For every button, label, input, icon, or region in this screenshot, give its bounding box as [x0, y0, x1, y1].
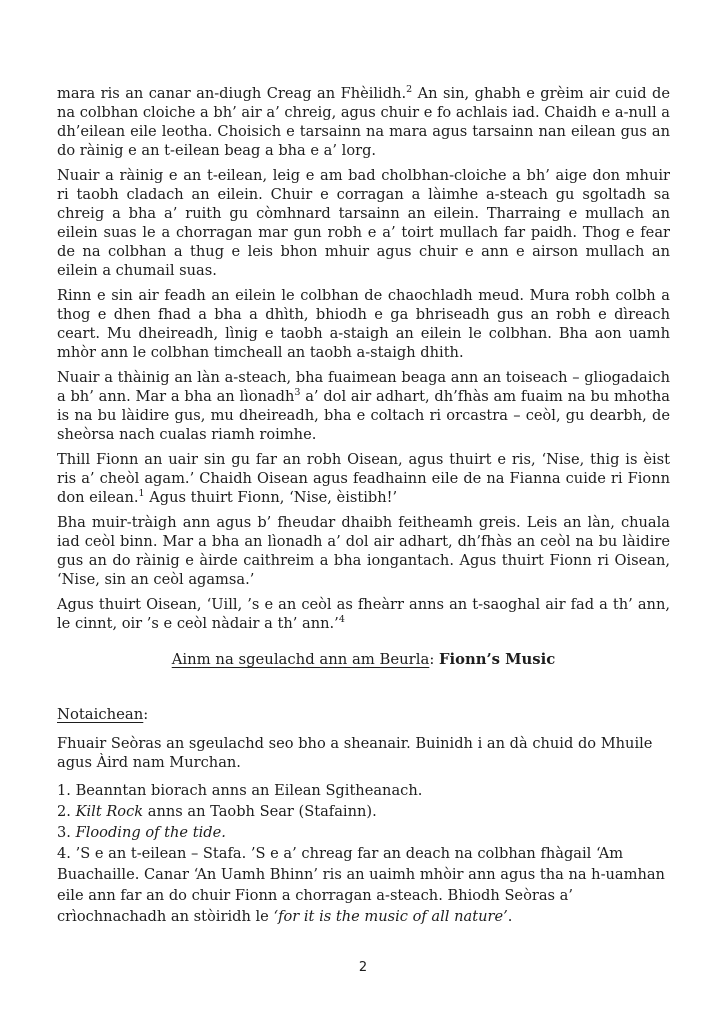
- notes-heading-label: Notaichean: [57, 706, 144, 723]
- title-english-name: Fionn’s Music: [439, 651, 556, 668]
- text-segment: Kilt Rock: [75, 803, 144, 820]
- text-segment: mara ris an canar an-diugh Creag an Fhèilidh.: [57, 85, 407, 102]
- text-segment: a’ dol air adhart, dh’fhàs am fuaim na bu mhotha is na bu làidire gus, mu dheireadh, bha e coltach ri orcastra – ceòl, gu dearbh, de sheòrsa nach cualas riamh roimhe.: [57, 388, 670, 443]
- note-item: [57, 843, 670, 927]
- text-segment: Nuair a thàinig an làn a-steach, bha fuaimean beaga ann an toiseach – gliogadaich a bh’ ann. Mar a bha an lìonadh: [57, 369, 670, 405]
- story-paragraph: [57, 513, 670, 589]
- footnote-ref: 4: [338, 614, 345, 626]
- story-text: [57, 84, 670, 633]
- text-segment: 1. Beanntan biorach anns an Eilean Sgitheanach.: [57, 782, 423, 799]
- story-paragraph: [57, 166, 670, 280]
- note-item: [57, 801, 670, 822]
- text-segment: 3.: [57, 824, 76, 841]
- text-segment: ‘for it is the music of all nature’: [273, 908, 508, 925]
- footnote-ref: 2: [406, 84, 413, 96]
- story-paragraph: [57, 595, 670, 633]
- page-number: 2: [358, 960, 368, 975]
- text-segment: Flooding of the tide.: [75, 824, 226, 841]
- text-segment: Thill Fionn an uair sin gu far an robh Oisean, agus thuirt e ris, ‘Nise, thig is èist ris a’ cheòl agam.’ Chaidh Oisean agus feadhainn eile de na Fianna cuide ri Fionn don eilean.: [57, 451, 670, 506]
- document-page-content: [57, 84, 670, 927]
- note-item: [57, 822, 670, 843]
- text-segment: Bha muir-tràigh ann agus b’ fheudar dhaibh feitheamh greis. Leis an làn, chuala iad ceòl binn. Mar a bha an lìonadh a’ dol air adhart, dh’fhàs an ceòl na bu làidire gus an do ràinig e àirde caithreim a bha iongantach. Agus thuirt Fionn ri Oisean, ‘Nise, sin an ceòl agamsa.’: [57, 514, 670, 588]
- text-segment: Rinn e sin air feadh an eilein le colbhan de chaochladh meud. Mura robh colbh a thog e dhen fhad a bha a dhìth, bhiodh e ga bhriseadh gus an robh e dìreach ceart. Mu dheireadh, lìnig e taobh a-staigh an eilein le colbhan. Bha aon uamh mhòr ann le colbhan timcheall an taobh a-staigh dhith.: [57, 287, 670, 361]
- story-paragraph: [57, 286, 670, 362]
- text-segment: An sin, ghabh e grèim air cuid de na colbhan cloiche a bh’ air a’ chreig, agus chuir e fo achlais iad. Chaidh e a-null a dh’eilean eile leotha. Choisich e tarsainn na mara agus tarsainn nan eilean gus an do ràinig e an t-eilean beag a bha e a’ lorg.: [57, 85, 670, 159]
- story-title-line: [57, 650, 670, 669]
- notes-heading-colon: :: [143, 706, 149, 723]
- title-separator: :: [429, 651, 440, 668]
- notes-intro-paragraph: Fhuair Seòras an sgeulachd seo bho a sheanair. Buinidh i an dà chuid do Mhuile agus Àird nam Murchan.: [57, 735, 653, 771]
- story-paragraph: [57, 84, 670, 160]
- title-gaelic-label: Ainm na sgeulachd ann am Beurla: [171, 651, 430, 668]
- notes-list: [57, 780, 670, 927]
- notes-heading: [57, 705, 670, 724]
- story-paragraph: [57, 368, 670, 444]
- story-paragraph: [57, 450, 670, 507]
- text-segment: 2.: [57, 803, 76, 820]
- footnote-ref: 3: [294, 387, 301, 399]
- text-segment: Nuair a ràinig e an t-eilean, leig e am bad cholbhan-cloiche a bh’ aige don mhuir ri taobh cladach an eilein. Chuir e corragan a làimhe a-steach gu sgoltadh sa chreig a bha a’ ruith gu còmhnard tarsainn an eilein. Tharraing e mullach an eilein suas le a chorragan mar gun robh e a’ toirt mullach far paidh. Thog e fear de na colbhan a thug e leis bhon mhuir agus chuir e ann e airson mullach an eilein a chumail suas.: [57, 167, 670, 279]
- footnote-ref: 1: [138, 488, 145, 500]
- text-segment: anns an Taobh Sear (Stafainn).: [143, 803, 377, 820]
- note-item: [57, 780, 670, 801]
- text-segment: Agus thuirt Fionn, ‘Nise, èistibh!’: [144, 489, 398, 506]
- text-segment: 4. ’S e an t-eilean – Stafa. ’S e a’ chreag far an deach na colbhan fhàgail ‘Am Buachaille. Canar ‘An Uamh Bhinn’ ris an uaimh mhòir ann agus tha na h-uamhan eile ann far an do chuir Fionn a chorragan a-steach. Bhiodh Seòras a’ crìochnachadh an stòiridh le: [57, 845, 665, 925]
- text-segment: .: [507, 908, 513, 925]
- text-segment: Agus thuirt Oisean, ‘Uill, ’s e an ceòl as fheàrr anns an t-saoghal air fad a th’ ann, le cinnt, oir ’s e ceòl nàdair a th’ ann.’: [57, 596, 670, 632]
